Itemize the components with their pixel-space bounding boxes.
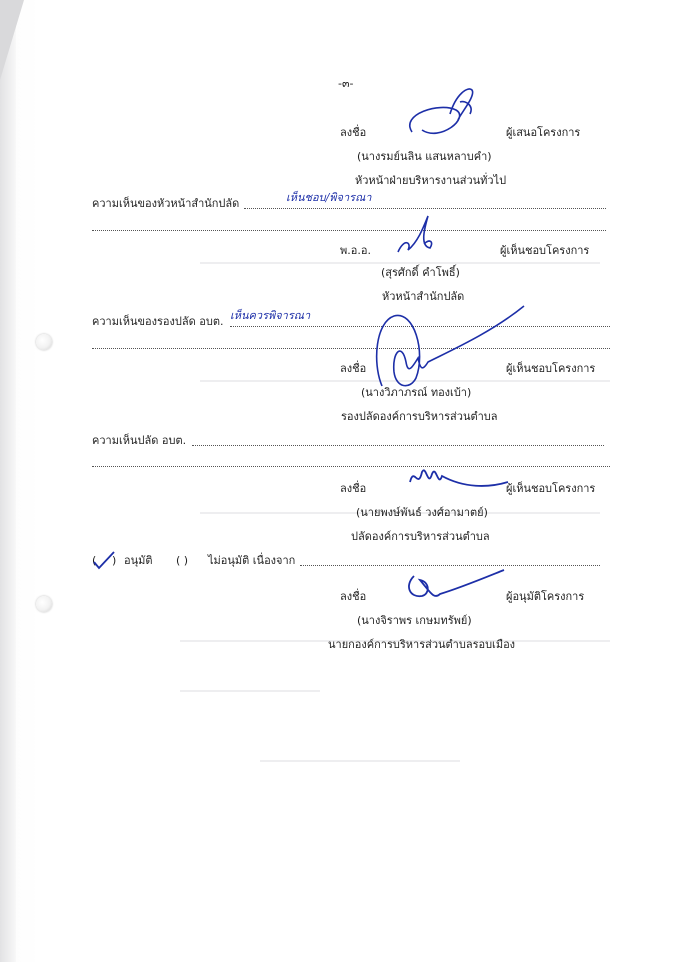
deputy-opinion-label: ความเห็นของรองปลัด อบต. xyxy=(92,315,224,328)
sign-label: ลงชื่อ xyxy=(340,482,367,495)
clerk-name: (นายพงษ์พันธ์ วงศ์อามาตย์) xyxy=(356,506,488,519)
approver-role: ผู้อนุมัติโครงการ xyxy=(506,590,585,603)
deputy-name: (นางวิภาภรณ์ ทองเบ้า) xyxy=(361,386,472,399)
approver-position: นายกองค์การบริหารส่วนตำบลรอบเมือง xyxy=(328,638,516,651)
clerk-position: ปลัดองค์การบริหารส่วนตำบล xyxy=(351,530,490,543)
office-head-signature xyxy=(394,212,444,256)
office-head-opinion-label: ความเห็นของหัวหน้าสำนักปลัด xyxy=(92,197,240,210)
approve-checkbox-close: ) xyxy=(112,554,117,567)
office-head-prefix: พ.อ.อ. xyxy=(340,244,371,257)
bleed-through xyxy=(180,690,320,692)
dotted-line xyxy=(92,348,610,349)
office-head-role: ผู้เห็นชอบโครงการ xyxy=(500,244,590,257)
proposer-role: ผู้เสนอโครงการ xyxy=(506,126,581,139)
approve-label: อนุมัติ xyxy=(124,554,153,567)
bleed-through xyxy=(260,760,460,762)
sign-label: ลงชื่อ xyxy=(340,590,367,603)
bleed-through xyxy=(200,262,600,264)
approver-name: (นางจิราพร เกษมทรัพย์) xyxy=(357,614,472,627)
reject-label: ไม่อนุมัติ เนื่องจาก xyxy=(208,554,296,567)
reject-checkbox: ( ) xyxy=(176,554,189,567)
sign-label: ลงชื่อ xyxy=(340,126,367,139)
dotted-line xyxy=(92,466,610,467)
punch-hole-top xyxy=(36,334,52,350)
office-head-name: (สุรศักดิ์ คำโพธิ์) xyxy=(381,266,460,279)
dotted-line xyxy=(244,208,606,209)
punch-hole-bottom xyxy=(36,596,52,612)
clerk-opinion-label: ความเห็นปลัด อบต. xyxy=(92,434,187,447)
proposer-position: หัวหน้าฝ่ายบริหารงานส่วนทั่วไป xyxy=(355,174,507,187)
clerk-signature xyxy=(404,462,514,496)
dotted-line xyxy=(92,230,606,231)
office-head-handwritten-opinion: เห็นชอบ/พิจารณา xyxy=(286,191,372,204)
deputy-role: ผู้เห็นชอบโครงการ xyxy=(506,362,596,375)
folded-corner xyxy=(0,0,24,80)
approver-signature xyxy=(400,566,510,606)
clerk-role: ผู้เห็นชอบโครงการ xyxy=(506,482,596,495)
paper-edge-shadow xyxy=(0,0,16,962)
deputy-signature xyxy=(372,302,532,398)
deputy-handwritten-opinion: เห็นควรพิจารณา xyxy=(230,309,311,322)
office-head-position: หัวหน้าสำนักปลัด xyxy=(382,290,465,303)
page-number: -๓- xyxy=(338,77,354,90)
dotted-line xyxy=(192,445,604,446)
deputy-position: รองปลัดองค์การบริหารส่วนตำบล xyxy=(341,410,498,423)
approve-checkbox-open: ( xyxy=(92,554,97,567)
sign-label: ลงชื่อ xyxy=(340,362,367,375)
proposer-signature xyxy=(400,84,490,144)
proposer-name: (นางรมย์นลิน แสนหลาบคำ) xyxy=(357,150,492,163)
